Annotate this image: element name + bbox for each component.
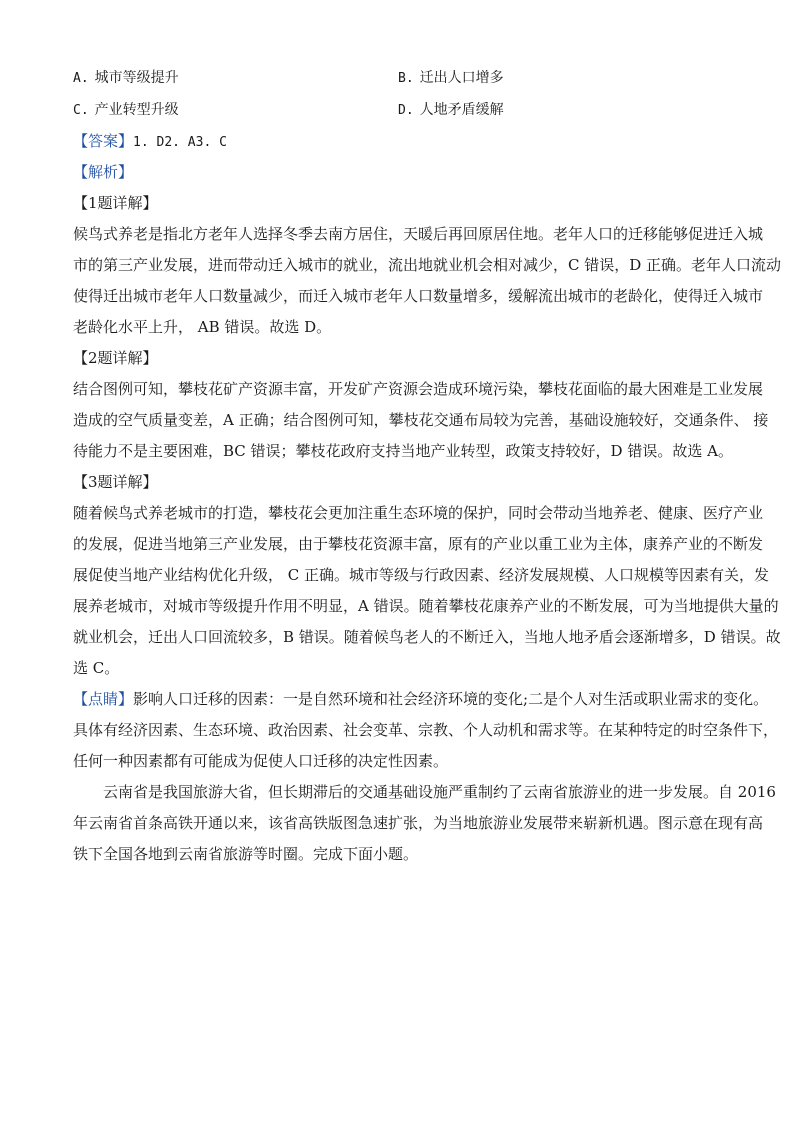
passage-line: 铁下全国各地到云南省旅游等时圈。完成下面小题。 (73, 845, 419, 863)
q2-line: 待能力不是主要困难，BC 错误；攀枝花政府支持当地产业转型，政策支持较好，D 错误。故选 A。 (73, 442, 733, 460)
q1-line: 老龄化水平上升， AB 错误。故选 D。 (73, 318, 332, 336)
q1-line: 候鸟式养老是指北方老年人选择冬季去南方居住，天暖后再回原居住地。老年人口的迁移能够促进迁入城 (73, 225, 764, 243)
option-a: A. 城市等级提升 (73, 70, 179, 86)
q3-line: 选 C。 (73, 659, 120, 677)
q3-heading: 【3题详解】 (73, 473, 158, 491)
q3-line: 就业机会，迁出人口回流较多，B 错误。随着候鸟老人的不断迁入，当地人地矛盾会逐渐增多，D 错误。故 (73, 628, 781, 646)
document-page (73, 62, 782, 870)
answer-options (73, 62, 723, 126)
answer-value: 1. D2. A3. C (133, 135, 227, 150)
tip-line: 【点睛】影响人口迁移的因素：一是自然环境和社会经济环境的变化;二是个人对生活或职业需求的变化。 (73, 690, 769, 708)
tip-line: 任何一种因素都有可能成为促使人口迁移的决定性因素。 (73, 752, 449, 770)
q2-heading: 【2题详解】 (73, 349, 158, 367)
q3-line: 展养老城市，对城市等级提升作用不明显，A 错误。随着攀枝花康养产业的不断发展，可为当地提供大量的 (73, 597, 779, 615)
option-b: B. 迁出人口增多 (398, 70, 504, 86)
answer-label: 【答案】 (73, 132, 134, 150)
analysis-label: 【解析】 (73, 163, 134, 181)
option-c: C. 产业转型升级 (73, 102, 179, 118)
q1-line: 市的第三产业发展，进而带动迁入城市的就业，流出地就业机会相对减少，C 错误，D 正确。老年人口流动 (73, 256, 782, 274)
tip-line: 具体有经济因素、生态环境、政治因素、社会变革、宗教、个人动机和需求等。在某种特定的时空条件下， (73, 721, 779, 739)
q3-line: 随着候鸟式养老城市的打造，攀枝花会更加注重生态环境的保护，同时会带动当地养老、健康、医疗产业 (73, 504, 764, 522)
answer-line (73, 126, 723, 157)
passage-line: 年云南省首条高铁开通以来，该省高铁版图急速扩张，为当地旅游业发展带来崭新机遇。图示意在现有高 (73, 814, 764, 832)
q2-line: 造成的空气质量变差，A 正确；结合图例可知，攀枝花交通布局较为完善，基础设施较好，交通条件、 接 (73, 411, 769, 429)
tip-label: 【点睛】 (73, 690, 134, 708)
q3-line: 展促使当地产业结构优化升级， C 正确。城市等级与行政因素、经济发展规模、人口规模等因素有关，发 (73, 566, 770, 584)
q2-line: 结合图例可知，攀枝花矿产资源丰富，开发矿产资源会造成环境污染，攀枝花面临的最大困难是工业发展 (73, 380, 764, 398)
option-d: D. 人地矛盾缓解 (398, 102, 504, 118)
q3-line: 的发展，促进当地第三产业发展，由于攀枝花资源丰富，原有的产业以重工业为主体，康养产业的不断发 (73, 535, 764, 553)
q1-heading: 【1题详解】 (73, 194, 158, 212)
passage-line: 云南省是我国旅游大省，但长期滞后的交通基础设施严重制约了云南省旅游业的进一步发展。自 2016 (103, 783, 776, 801)
q1-line: 使得迁出城市老年人口数量减少，而迁入城市老年人口数量增多，缓解流出城市的老龄化，使得迁入城市 (73, 287, 764, 305)
